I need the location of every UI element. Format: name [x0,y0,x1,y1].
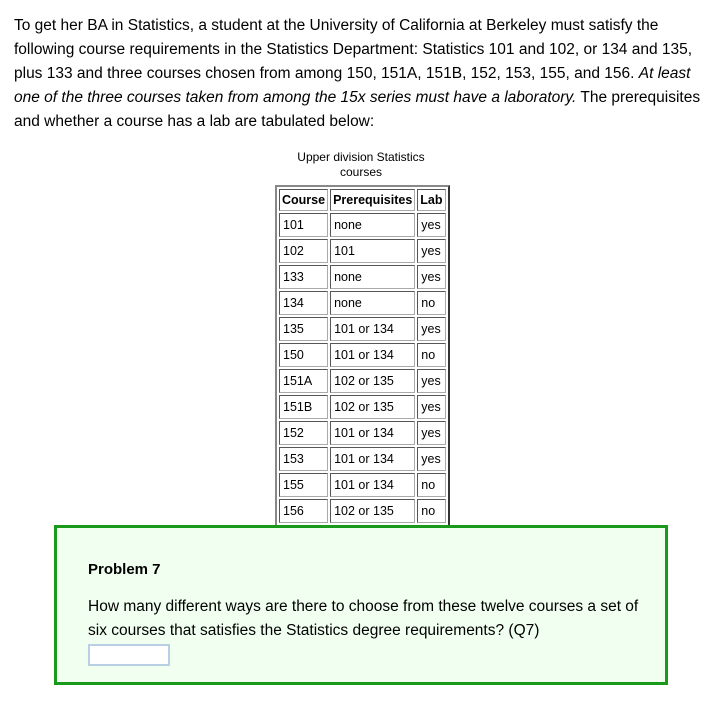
table-row [279,369,446,393]
prereq-cell: 101 or 134 [330,421,415,445]
header-prerequisites: Prerequisites [330,189,415,211]
course-cell: 102 [279,239,328,263]
prereq-cell: 101 or 134 [330,473,415,497]
lab-cell: yes [417,421,445,445]
header-lab: Lab [417,189,445,211]
course-cell: 152 [279,421,328,445]
table-row [279,447,446,471]
prereq-cell: none [330,291,415,315]
intro-text-main: To get her BA in Statistics, a student at the University of California at Berkeley must satisfy the following course requirements in the Statistics Department: Statistics 101 and 102, or 134 and 135, plus 133 and three courses chosen from among 150, 151A, 151B, 152, 153, 155, and 156. [14,17,693,82]
prereq-cell: 101 or 134 [330,317,415,341]
course-cell: 150 [279,343,328,367]
problem-title: Problem 7 [88,561,161,578]
table-header-row [279,189,446,211]
course-cell: 135 [279,317,328,341]
prereq-cell: 101 or 134 [330,343,415,367]
table-row [279,473,446,497]
table-row [279,395,446,419]
table-row [279,213,446,237]
intro-paragraph [14,14,714,134]
problem-box [54,525,668,685]
table-caption: Upper division Statistics courses [297,150,425,179]
prereq-cell: none [330,213,415,237]
prereq-cell: 102 or 135 [330,395,415,419]
prereq-cell: 101 [330,239,415,263]
lab-cell: no [417,291,445,315]
lab-cell: no [417,473,445,497]
answer-input[interactable] [88,644,170,666]
courses-table [275,185,450,527]
table-row [279,317,446,341]
lab-cell: no [417,499,445,523]
table-row [279,239,446,263]
lab-cell: yes [417,447,445,471]
lab-cell: yes [417,369,445,393]
course-cell: 133 [279,265,328,289]
table-row [279,343,446,367]
courses-table-container [275,150,447,527]
course-cell: 134 [279,291,328,315]
lab-cell: yes [417,265,445,289]
intro-text-end: The prerequisites and whether a course has a lab are tabulated below: [14,89,701,130]
table-row [279,421,446,445]
prereq-cell: 102 or 135 [330,369,415,393]
lab-cell: yes [417,395,445,419]
prereq-cell: 102 or 135 [330,499,415,523]
course-cell: 151B [279,395,328,419]
lab-cell: yes [417,239,445,263]
prereq-cell: 101 or 134 [330,447,415,471]
lab-cell: yes [417,317,445,341]
lab-cell: no [417,343,445,367]
course-cell: 151A [279,369,328,393]
problem-question: How many different ways are there to choose from these twelve courses a set of six courses that satisfies the Statistics degree requirements? (Q7) [88,598,639,639]
lab-cell: yes [417,213,445,237]
course-cell: 156 [279,499,328,523]
table-row [279,291,446,315]
prereq-cell: none [330,265,415,289]
table-body [279,213,446,523]
course-cell: 153 [279,447,328,471]
header-course: Course [279,189,328,211]
intro-text-emphasis: At least one of the three courses taken from among the 15x series must have a laboratory. [14,65,691,106]
table-row [279,265,446,289]
course-cell: 155 [279,473,328,497]
table-row [279,499,446,523]
course-cell: 101 [279,213,328,237]
